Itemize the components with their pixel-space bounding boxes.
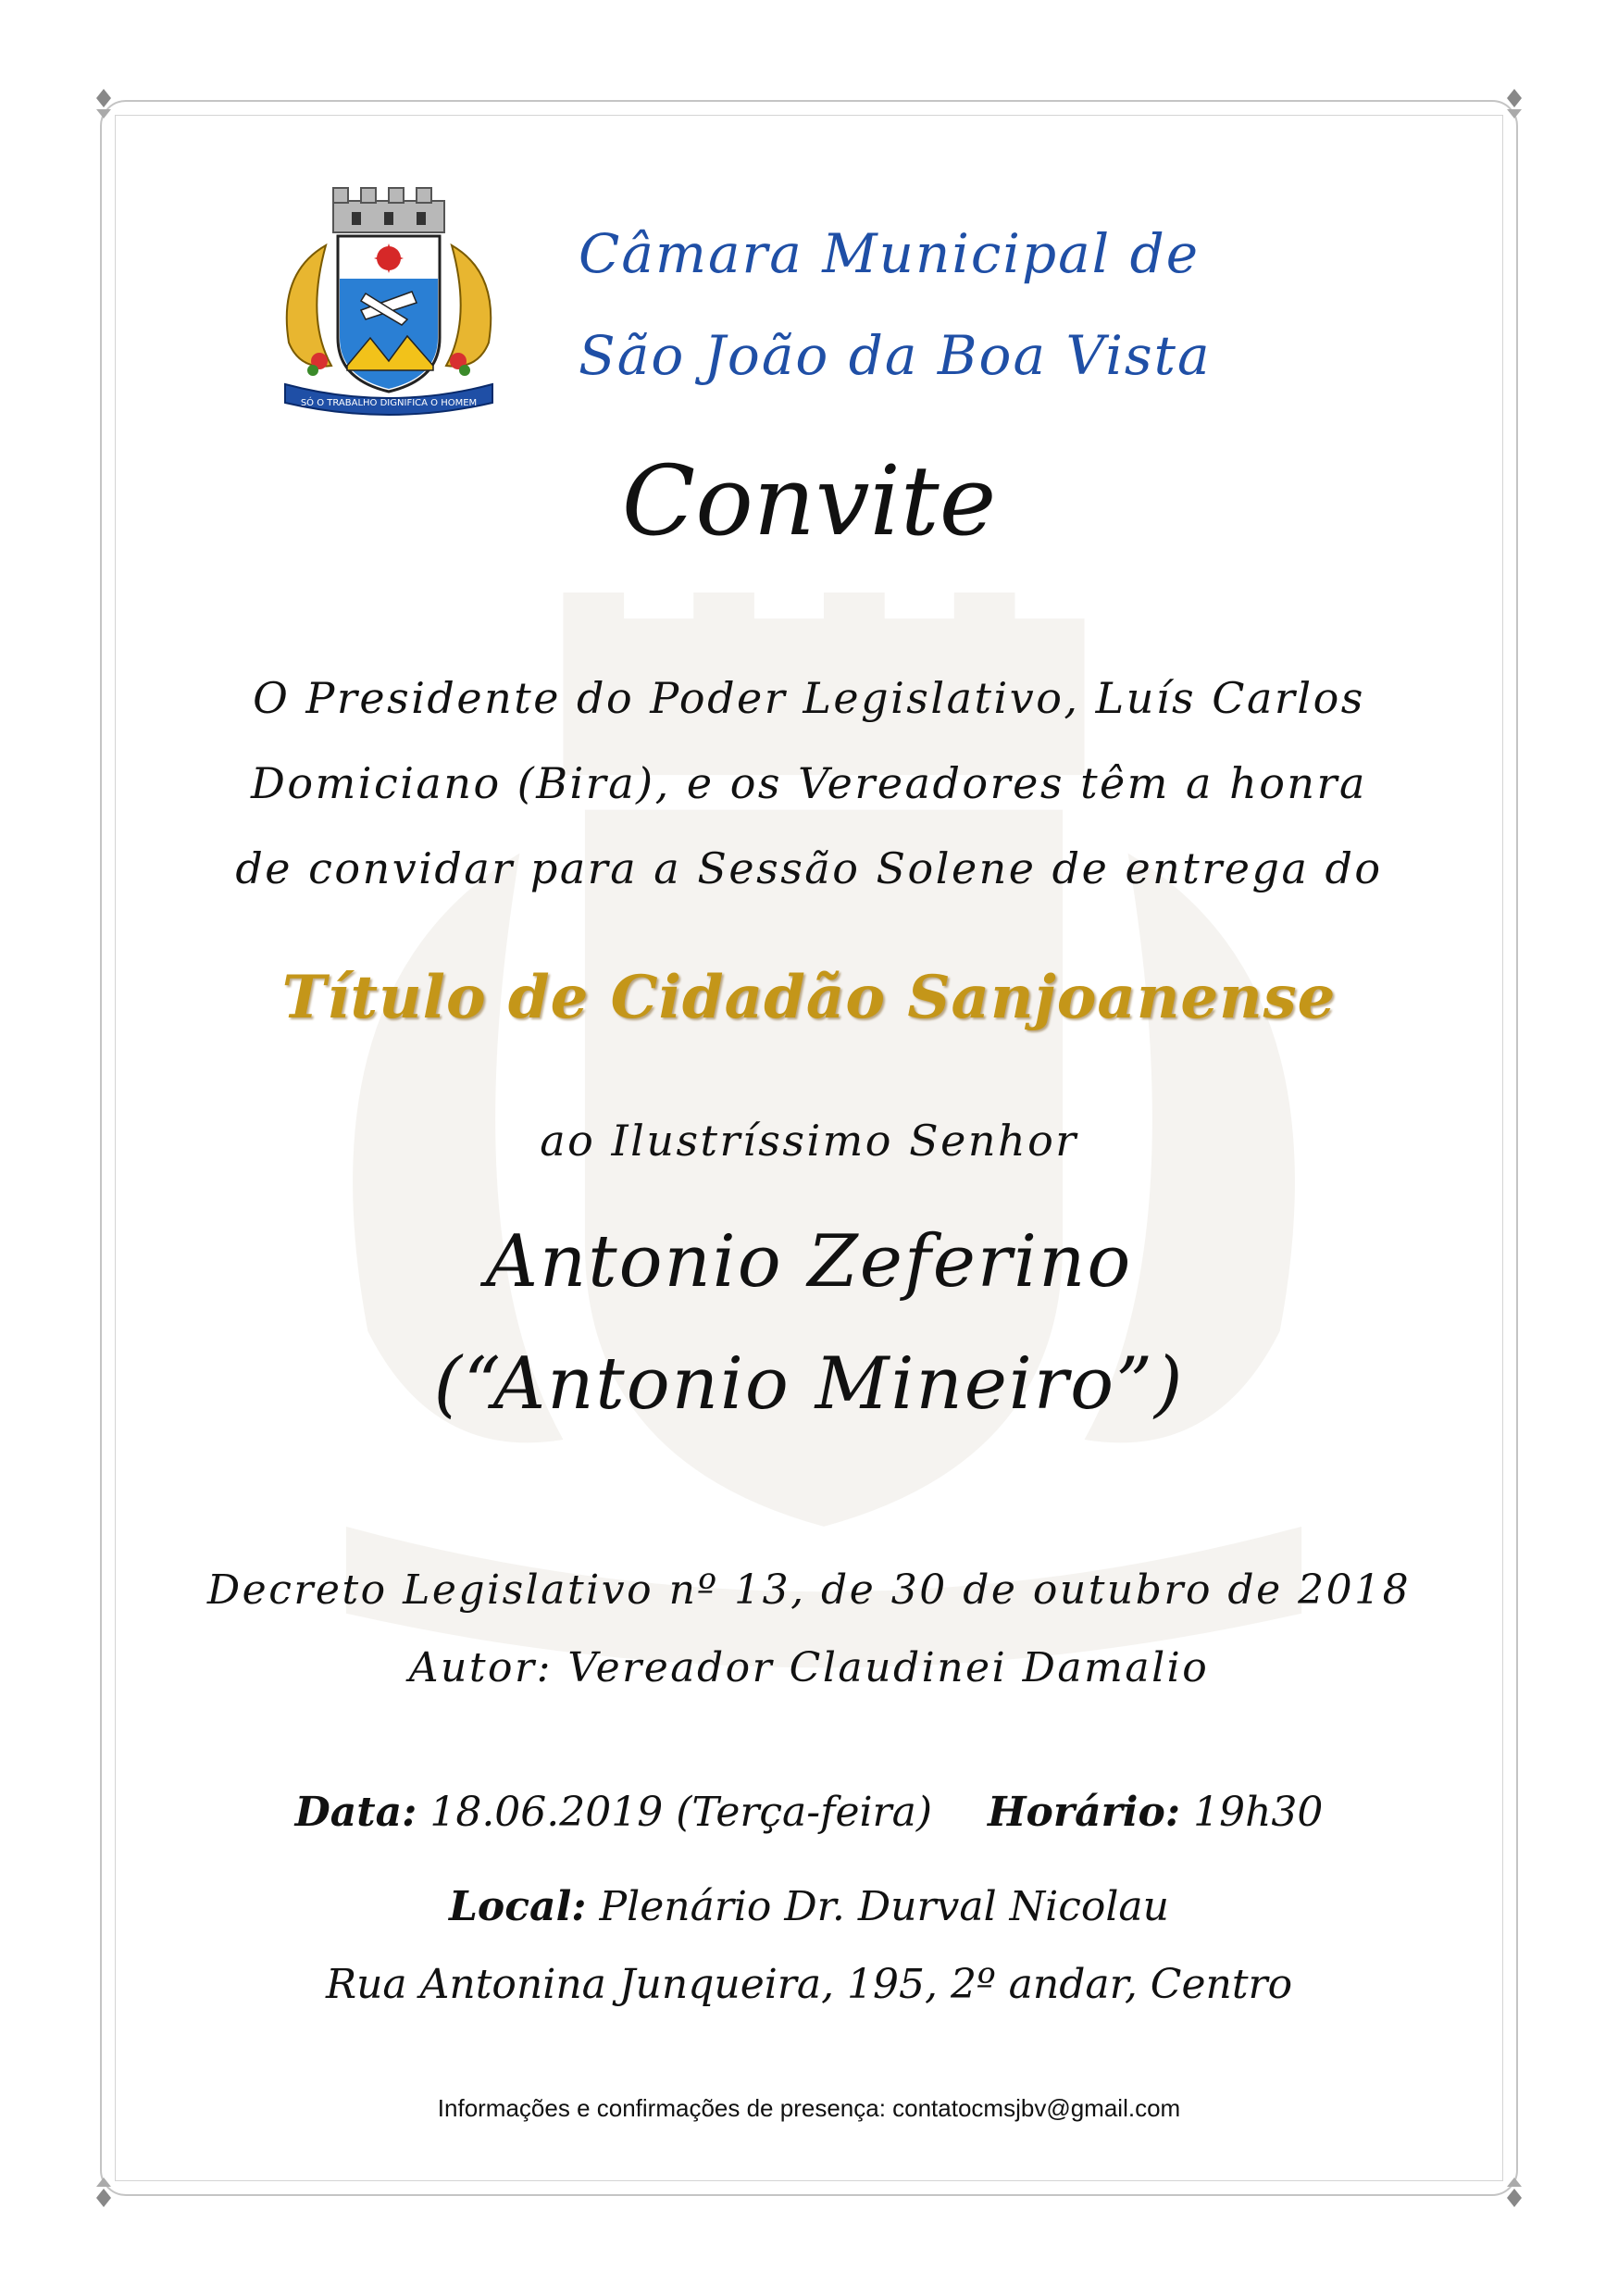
award-title: Título de Cidadão Sanjoanense <box>281 963 1337 1032</box>
date-value: 18.06.2019 (Terça-feira) <box>429 1789 932 1836</box>
footer-contact: Informações e confirmações de presença: contatocmsjbv@gmail.com <box>437 2094 1181 2122</box>
crest-motto: SÓ O TRABALHO DIGNIFICA O HOMEM <box>300 398 478 408</box>
corner-ornament-top-right <box>1496 85 1533 122</box>
event-address: Rua Antonina Junqueira, 195, 2º andar, Centro <box>325 1961 1293 2008</box>
organization-name-line-2: São João da Boa Vista <box>579 324 1212 387</box>
honoree-name: Antonio Zeferino <box>485 1220 1133 1304</box>
intro-line-2: Domiciano (Bira), e os Vereadores têm a honra <box>251 758 1367 808</box>
coat-of-arms-crest <box>268 181 509 421</box>
place-value: Plenário Dr. Durval Nicolau <box>599 1883 1169 1930</box>
honor-phrase: ao Ilustríssimo Senhor <box>540 1116 1078 1166</box>
organization-name-line-1: Câmara Municipal de <box>579 222 1201 285</box>
corner-ornament-bottom-left <box>85 2174 122 2211</box>
honoree-nickname: (“Antonio Mineiro”) <box>433 1342 1185 1426</box>
place-label: Local: <box>448 1883 587 1930</box>
decree-author: Autor: Vereador Claudinei Damalio <box>408 1644 1210 1691</box>
invitation-intro <box>222 655 1396 911</box>
time-label: Horário: <box>987 1789 1181 1836</box>
event-date-time <box>0 1789 1618 1836</box>
decree-reference: Decreto Legislativo nº 13, de 30 de outubro de 2018 <box>206 1566 1412 1614</box>
date-label: Data: <box>294 1789 417 1836</box>
invitation-heading: Convite <box>621 444 997 557</box>
event-place <box>0 1883 1618 1930</box>
time-value: 19h30 <box>1193 1789 1324 1836</box>
intro-line-3: de convidar para a Sessão Solene de entrega do <box>235 843 1383 893</box>
corner-ornament-bottom-right <box>1496 2174 1533 2211</box>
intro-line-1: O Presidente do Poder Legislativo, Luís Carlos <box>253 673 1365 723</box>
corner-ornament-top-left <box>85 85 122 122</box>
